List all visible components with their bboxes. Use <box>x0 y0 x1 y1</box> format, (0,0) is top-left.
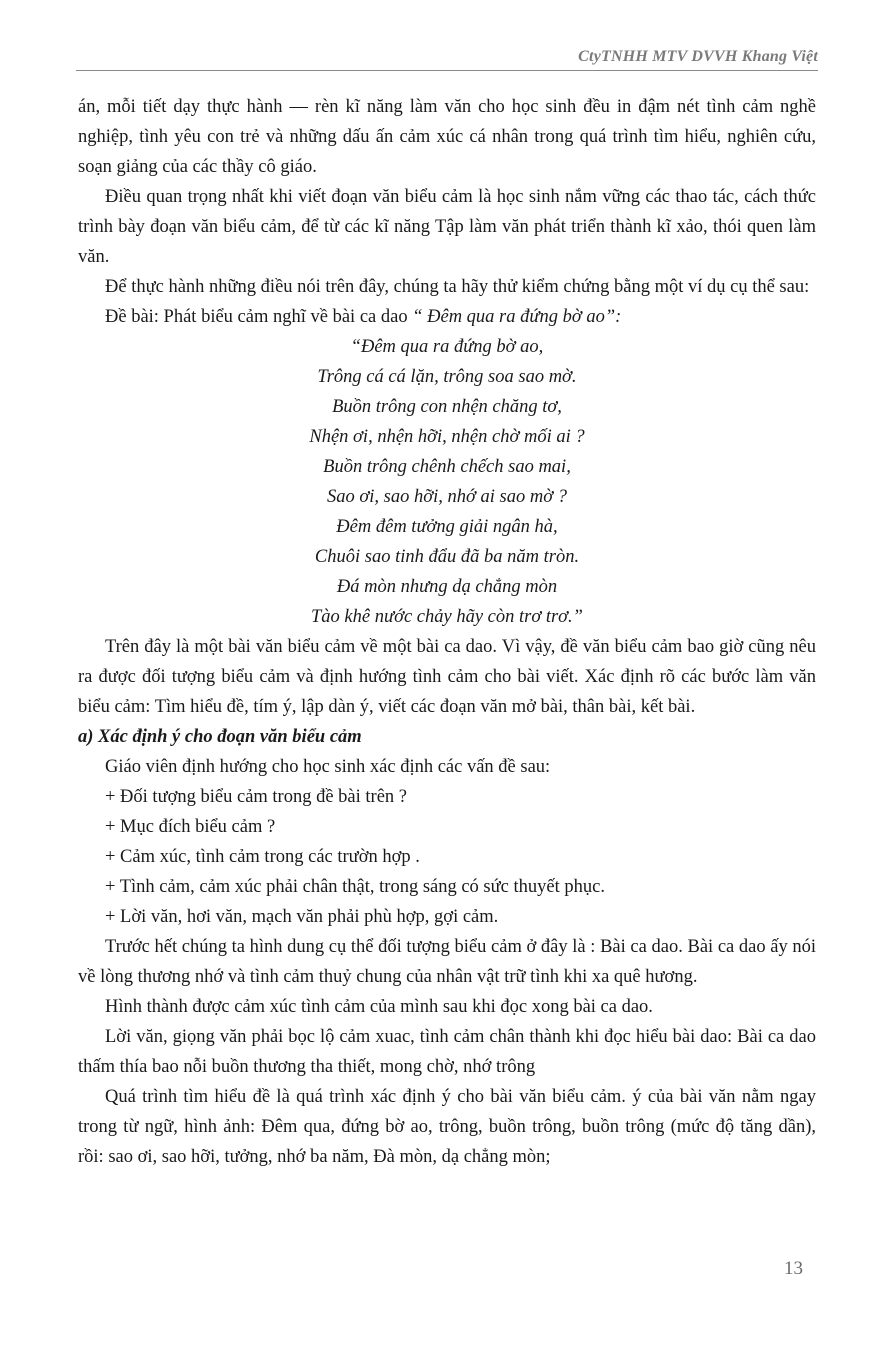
list-item: + Mục đích biểu cảm ? <box>105 817 276 837</box>
page-body <box>78 92 816 1172</box>
section-heading-a: a) Xác định ý cho đoạn văn biểu cảm <box>78 727 362 747</box>
poem-line: Đêm đêm tưởng giải ngân hà, <box>336 517 558 537</box>
page-number: 13 <box>784 1258 803 1279</box>
page-header <box>76 46 818 71</box>
list-item: + Đối tượng biểu cảm trong đề bài trên ? <box>105 787 408 807</box>
paragraph-6: Giáo viên định hướng cho học sinh xác định các vấn đề sau: <box>105 757 551 777</box>
poem-line: “Đêm qua ra đứng bờ ao, <box>350 337 544 357</box>
assignment-lead: Đề bài: Phát biểu cảm nghĩ về bài ca dao <box>105 307 413 327</box>
paragraph-10: Quá trình tìm hiểu đề là quá trình xác định ý cho bài văn biểu cảm. ý của bài văn nằm ngay trong từ ngữ, hình ảnh: Đêm qua, đứng bờ ao, trông, buồn trông, buồn trông (mức độ tăng dần), rồi: sao ơi, sao hỡi, tưởng, nhớ ba năm, Đà mòn, dạ chẳng mòn; <box>78 1087 816 1167</box>
poem-line: Buồn trông chênh chếch sao mai, <box>323 457 571 477</box>
assignment-line <box>78 302 816 332</box>
assignment-title: “ Đêm qua ra đứng bờ ao”: <box>412 307 622 327</box>
poem <box>78 332 816 632</box>
list-item: + Lời văn, hơi văn, mạch văn phải phù hợp, gợi cảm. <box>105 907 499 927</box>
paragraph-1: án, mỗi tiết dạy thực hành — rèn kĩ năng làm văn cho học sinh đều in đậm nét tình cảm nghề nghiệp, tình yêu con trẻ và những dấu ấn cảm xúc cá nhân trong quá trình tìm hiểu, nghiên cứu, soạn giảng của các thầy cô giáo. <box>78 97 816 177</box>
header-publisher: CtyTNHH MTV DVVH Khang Việt <box>578 48 818 65</box>
poem-line: Chuôi sao tinh đẩu đã ba năm tròn. <box>314 547 580 567</box>
list-item: + Tình cảm, cảm xúc phải chân thật, trong sáng có sức thuyết phục. <box>105 877 605 897</box>
paragraph-9: Lời văn, giọng văn phải bọc lộ cảm xuac, tình cảm chân thành khi đọc hiểu bài dao: Bài ca dao thấm thía bao nỗi buồn thương tha thiết, mong chờ, nhớ trông <box>78 1027 816 1077</box>
paragraph-2: Điều quan trọng nhất khi viết đoạn văn biểu cảm là học sinh nắm vững các thao tác, cách thức trình bày đoạn văn biểu cảm, để từ các kĩ năng Tập làm văn phát triển thành kĩ xảo, thói quen làm văn. <box>78 187 816 267</box>
poem-line: Đá mòn nhưng dạ chẳng mòn <box>336 577 558 597</box>
paragraph-5: Trên đây là một bài văn biểu cảm về một bài ca dao. Vì vậy, đề văn biểu cảm bao giờ cũng nêu ra được đối tượng biểu cảm và định hướng tình cảm cho bài viết. Xác định rõ các bước làm văn biểu cảm: Tìm hiểu đề, tím ý, lập dàn ý, viết các đoạn văn mở bài, thân bài, kết bài. <box>78 637 816 717</box>
poem-line: Buồn trông con nhện chăng tơ, <box>332 397 562 417</box>
bullet-list <box>78 782 816 932</box>
poem-line: Tào khê nước chảy hãy còn trơ trơ.” <box>311 607 583 627</box>
paragraph-8: Hình thành được cảm xúc tình cảm của mình sau khi đọc xong bài ca dao. <box>105 997 653 1017</box>
poem-line: Nhện ơi, nhện hỡi, nhện chờ mối ai ? <box>309 427 585 447</box>
paragraph-7: Trước hết chúng ta hình dung cụ thể đối tượng biểu cảm ở đây là : Bài ca dao. Bài ca dao ấy nói về lòng thương nhớ và tình cảm thuỷ chung của nhân vật trữ tình khi xa quê hương. <box>78 937 816 987</box>
poem-line: Sao ơi, sao hỡi, nhớ ai sao mờ ? <box>327 487 567 507</box>
poem-line: Trông cá cá lặn, trông soa sao mờ. <box>317 367 577 387</box>
paragraph-3: Để thực hành những điều nói trên đây, chúng ta hãy thử kiểm chứng bằng một ví dụ cụ thể sau: <box>105 277 810 297</box>
list-item: + Cảm xúc, tình cảm trong các trườn hợp . <box>105 847 420 867</box>
